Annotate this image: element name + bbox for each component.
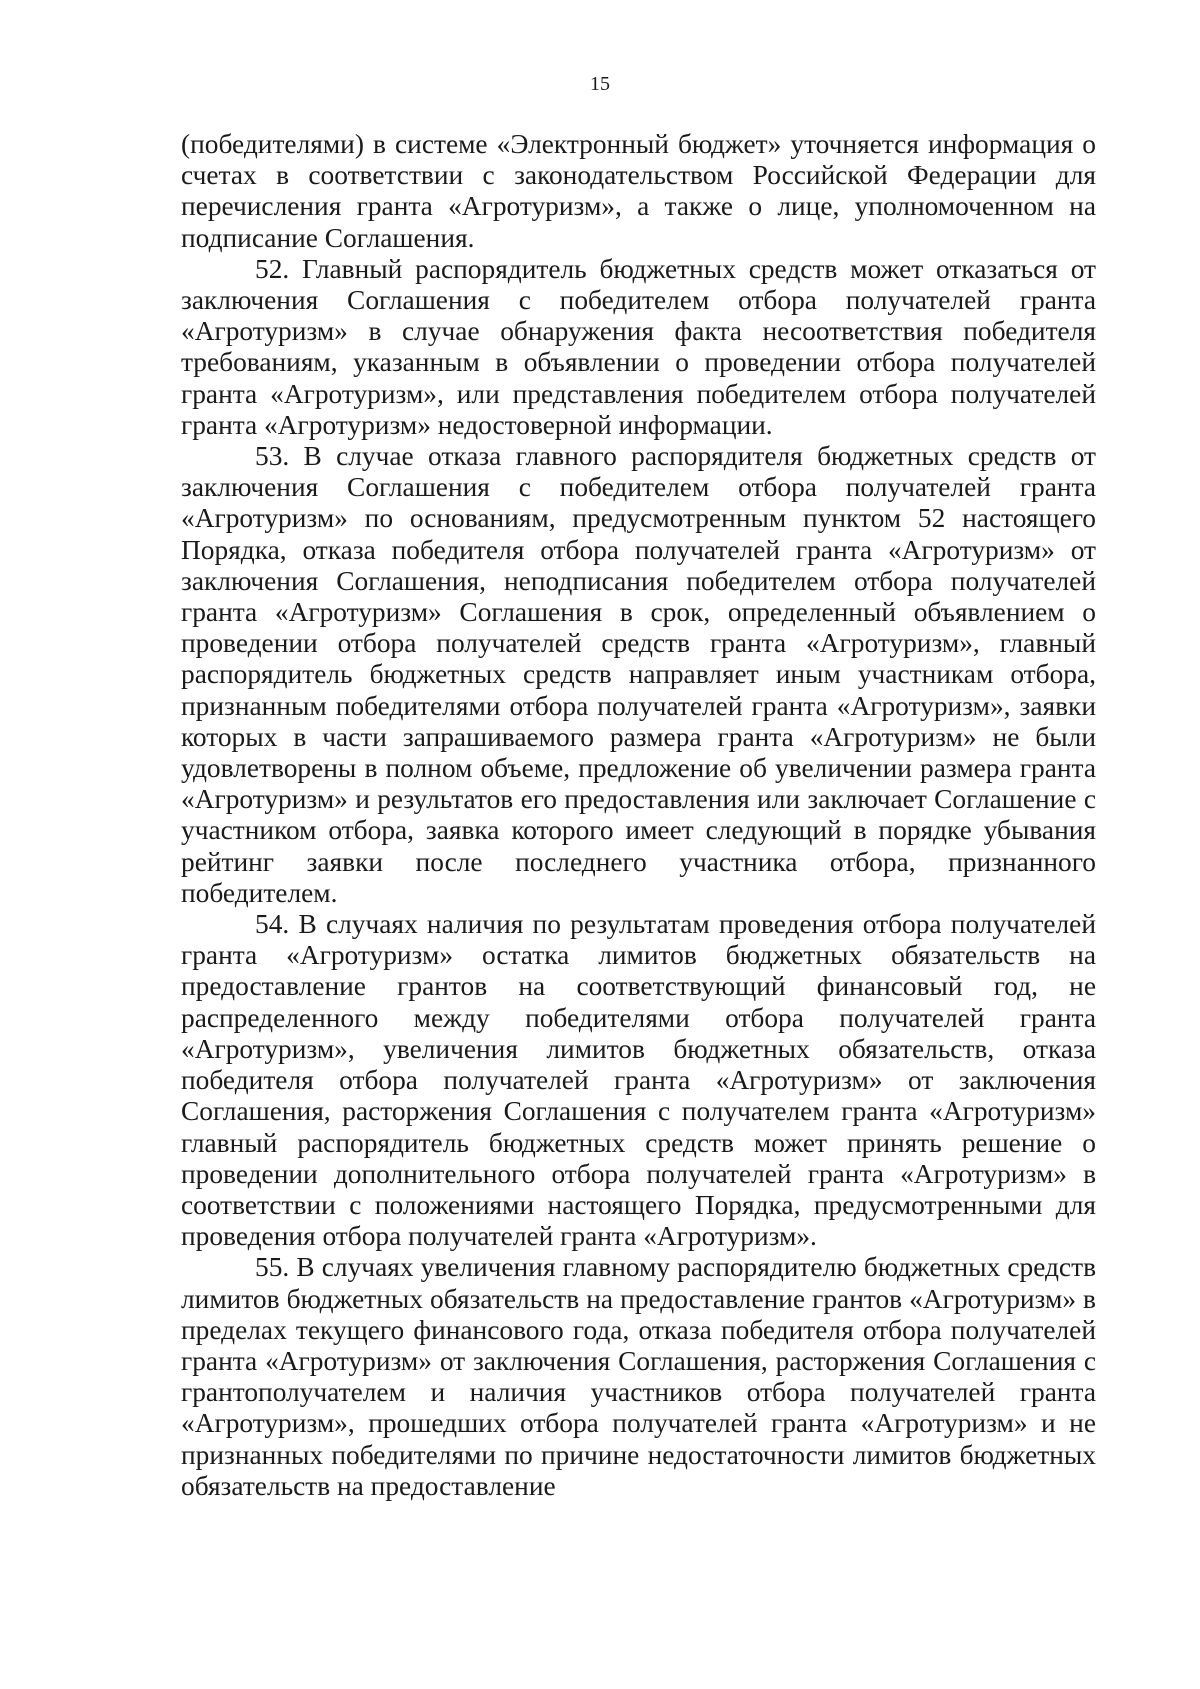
paragraph-52: 52. Главный распорядитель бюджетных средств может отказаться от заключения Соглашения с победителем отбора получателей гранта «Агротуризм» в случае обнаружения факта несоответствия победителя требованиям, указанным в объявлении о проведении отбора получателей гранта «Агротуризм», или представления победителем отбора получателей гранта «Агротуризм» недостоверной информации. bbox=[181, 253, 1096, 440]
paragraph-55: 55. В случаях увеличения главному распорядителю бюджетных средств лимитов бюджетных обязательств на предоставление грантов «Агротуризм» в пределах текущего финансового года, отказа победителя отбора получателей гранта «Агротуризм» от заключения Соглашения, расторжения Соглашения с грантополучателем и наличия участников отбора получателей гранта «Агротуризм», прошедших отбора получателей гранта «Агротуризм» и не признанных победителями по причине недостаточности лимитов бюджетных обязательств на предоставление bbox=[181, 1252, 1096, 1501]
paragraph-continuation: (победителями) в системе «Электронный бюджет» уточняется информация о счетах в соответствии с законодательством Российской Федерации для перечисления гранта «Агротуризм», а также о лице, уполномоченном на подписание Соглашения. bbox=[181, 129, 1096, 253]
paragraph-54: 54. В случаях наличия по результатам проведения отбора получателей гранта «Агротуризм» остатка лимитов бюджетных обязательств на предоставление грантов на соответствующий финансовый год, не распределенного между победителями отбора получателей гранта «Агротуризм», увеличения лимитов бюджетных обязательств, отказа победителя отбора получателей гранта «Агротуризм» от заключения Соглашения, расторжения Соглашения с получателем гранта «Агротуризм» главный распорядитель бюджетных средств может принять решение о проведении дополнительного отбора получателей гранта «Агротуризм» в соответствии с положениями настоящего Порядка, предусмотренными для проведения отбора получателей гранта «Агротуризм». bbox=[181, 909, 1096, 1252]
page-number: 15 bbox=[590, 73, 610, 95]
paragraph-53: 53. В случае отказа главного распорядителя бюджетных средств от заключения Соглашения с победителем отбора получателей гранта «Агротуризм» по основаниям, предусмотренным пунктом 52 настоящего Порядка, отказа победителя отбора получателей гранта «Агротуризм» от заключения Соглашения, неподписания победителем отбора получателей гранта «Агротуризм» Соглашения в срок, определенный объявлением о проведении отбора получателей средств гранта «Агротуризм», главный распорядитель бюджетных средств направляет иным участникам отбора, признанным победителями отбора получателей гранта «Агротуризм», заявки которых в части запрашиваемого размера гранта «Агротуризм» не были удовлетворены в полном объеме, предложение об увеличении размера гранта «Агротуризм» и результатов его предоставления или заключает Соглашение с участником отбора, заявка которого имеет следующий в порядке убывания рейтинг заявки после последнего участника отбора, признанного победителем. bbox=[181, 441, 1096, 908]
document-body bbox=[181, 129, 1096, 1502]
